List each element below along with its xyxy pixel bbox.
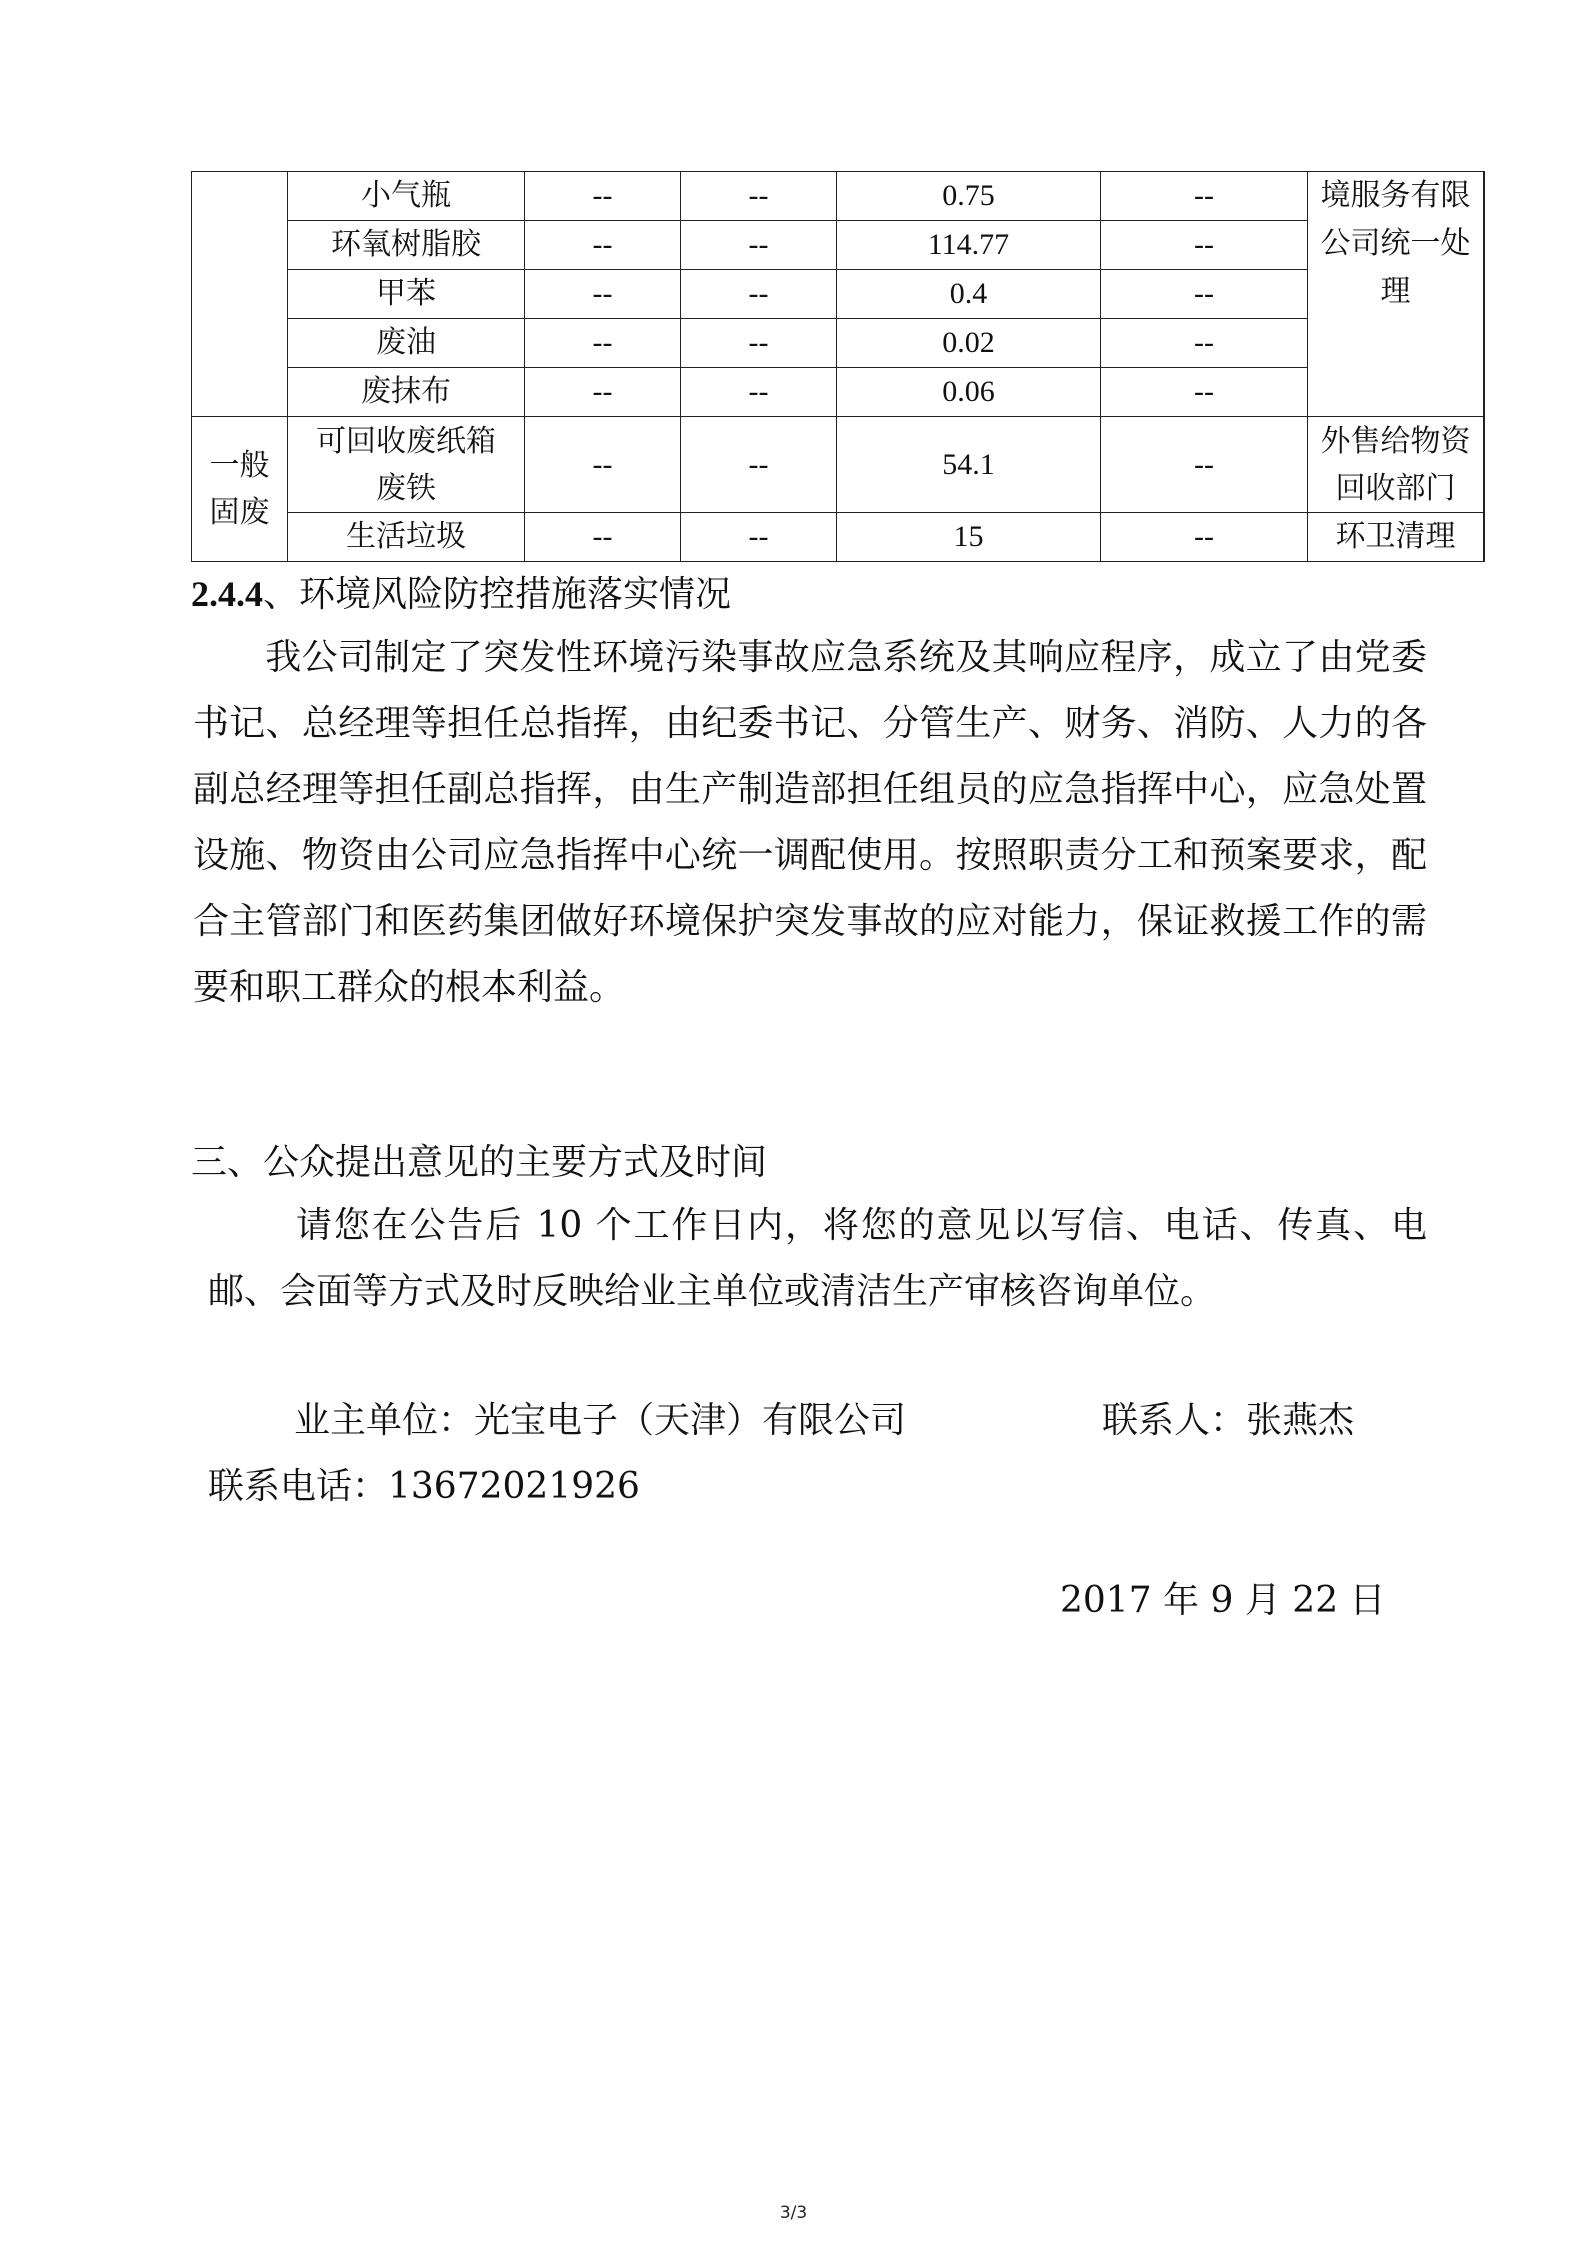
contact-phone: 联系电话：13672021926 <box>208 1466 640 1507</box>
value-cell: -- <box>1101 172 1308 221</box>
value-cell: -- <box>681 319 837 368</box>
value-cell: -- <box>681 417 837 513</box>
category-text: 一般固废 <box>209 449 270 529</box>
value-cell: -- <box>1101 417 1308 513</box>
section-number: 2.4.4 <box>191 574 263 614</box>
remark-cell-empty <box>1484 172 1485 562</box>
contact-person: 联系人：张燕杰 <box>1102 1400 1355 1441</box>
section-3-text: 请您在公告后 10 个工作日内，将您的意见以写信、电话、传真、电邮、会面等方式及时反映给业主单位或清洁生产审核咨询单位。 <box>208 1205 1427 1312</box>
waste-name-text: 可回收废纸箱废铁 <box>316 424 496 505</box>
waste-name-cell: 废抹布 <box>288 368 525 417</box>
value-cell: -- <box>1101 221 1308 270</box>
value-cell: -- <box>681 270 837 319</box>
amount-cell: 54.1 <box>837 417 1101 513</box>
section-244-body <box>193 625 1427 1021</box>
waste-name-cell: 甲苯 <box>288 270 525 319</box>
value-cell: -- <box>1101 368 1308 417</box>
value-cell: -- <box>1101 319 1308 368</box>
waste-name-cell: 小气瓶 <box>288 172 525 221</box>
value-cell: -- <box>525 270 681 319</box>
value-cell: -- <box>681 513 837 562</box>
owner-unit: 业主单位：光宝电子（天津）有限公司 <box>294 1400 907 1441</box>
value-cell: -- <box>1101 270 1308 319</box>
waste-name-cell <box>288 417 525 513</box>
amount-cell: 0.75 <box>837 172 1101 221</box>
waste-name-cell: 生活垃圾 <box>288 513 525 562</box>
waste-name-cell: 环氧树脂胶 <box>288 221 525 270</box>
table-row <box>192 513 1485 562</box>
table-row <box>192 368 1485 417</box>
table-row <box>192 221 1485 270</box>
waste-table <box>191 171 1485 562</box>
table-row <box>192 270 1485 319</box>
amount-cell: 0.02 <box>837 319 1101 368</box>
disposal-cell <box>1308 172 1484 417</box>
section-heading-244 <box>191 566 731 617</box>
amount-cell: 15 <box>837 513 1101 562</box>
value-cell: -- <box>1101 513 1308 562</box>
section-heading-3: 三、公众提出意见的主要方式及时间 <box>191 1142 768 1183</box>
section-title: 、环境风险防控措施落实情况 <box>263 574 732 614</box>
table-row <box>192 319 1485 368</box>
waste-name-cell: 废油 <box>288 319 525 368</box>
value-cell: -- <box>525 513 681 562</box>
section-244-text: 我公司制定了突发性环境污染事故应急系统及其响应程序，成立了由党委书记、总经理等担任总指挥，由纪委书记、分管生产、财务、消防、人力的各副总经理等担任副总指挥，由生产制造部担任组员的应急指挥中心，应急处置设施、物资由公司应急指挥中心统一调配使用。按照职责分工和预案要求，配合主管部门和医药集团做好环境保护突发事故的应对能力，保证救援工作的需要和职工群众的根本利益。 <box>193 637 1427 1008</box>
table-row <box>192 417 1485 513</box>
value-cell: -- <box>681 172 837 221</box>
document-date: 2017 年 9 月 22 日 <box>1060 1580 1386 1621</box>
amount-cell: 0.06 <box>837 368 1101 417</box>
table-row <box>192 172 1485 221</box>
value-cell: -- <box>525 221 681 270</box>
value-cell: -- <box>525 417 681 513</box>
amount-cell: 0.4 <box>837 270 1101 319</box>
value-cell: -- <box>525 172 681 221</box>
value-cell: -- <box>525 319 681 368</box>
value-cell: -- <box>681 221 837 270</box>
disposal-cell: 环卫清理 <box>1308 513 1484 562</box>
disposal-text: 境服务有限公司统一处理 <box>1320 179 1471 308</box>
disposal-text: 外售给物资回收部门 <box>1320 424 1471 505</box>
category-cell-empty <box>192 172 288 417</box>
section-3-body <box>208 1193 1427 1325</box>
value-cell: -- <box>525 368 681 417</box>
category-cell <box>192 417 288 562</box>
disposal-cell <box>1308 417 1484 513</box>
value-cell: -- <box>681 368 837 417</box>
amount-cell: 114.77 <box>837 221 1101 270</box>
page-number: 3/3 <box>779 2203 808 2223</box>
